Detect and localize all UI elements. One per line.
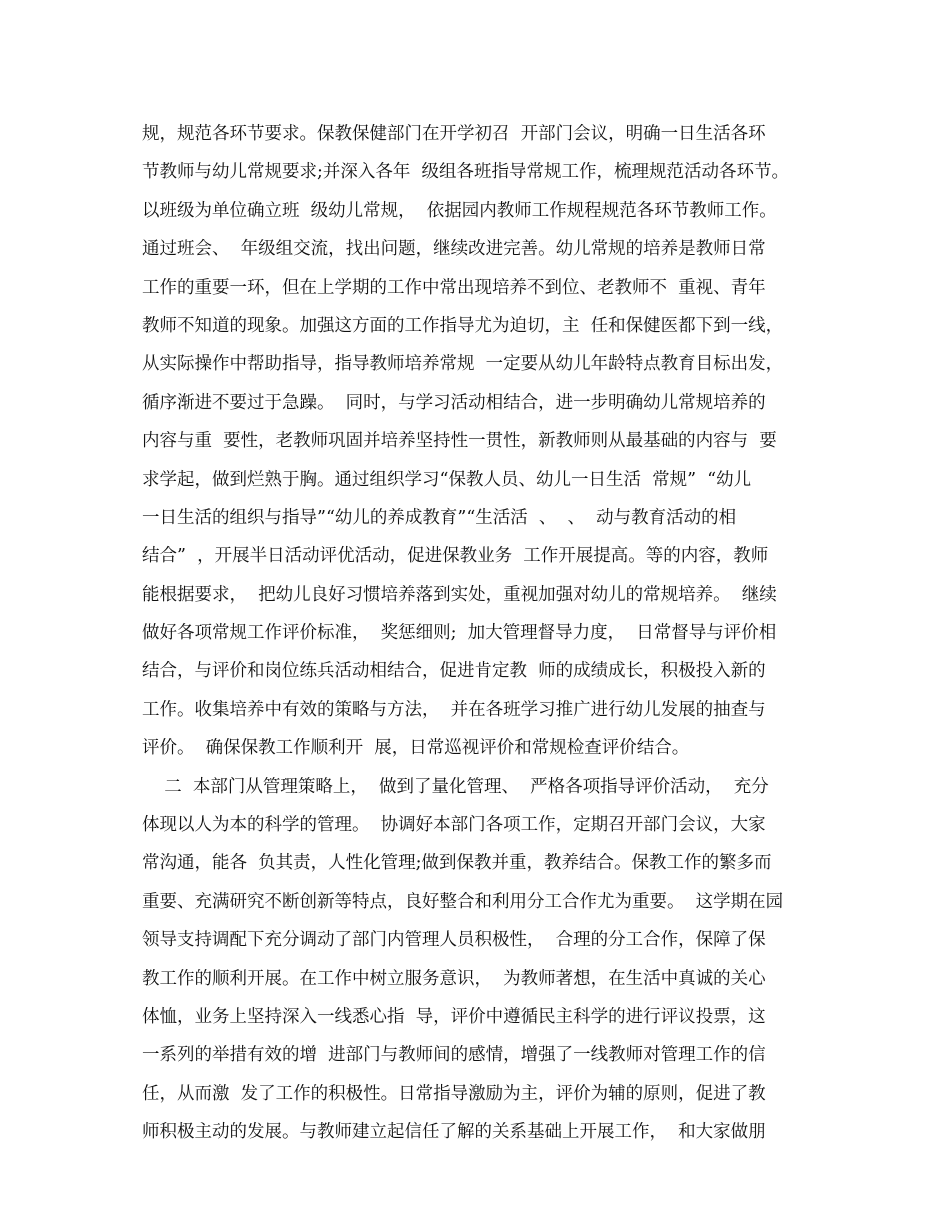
- text-line: 评价。 确保保教工作顺利开 展，日常巡视评价和常规检查评价结合。: [142, 738, 690, 759]
- paragraph-start-line: 二 本部门从管理策略上， 做到了量化管理、 严格各项指导评价活动， 充分: [142, 776, 769, 797]
- text-line: 循序渐进不要过于急躁。 同时，与学习活动相结合，进一步明确幼儿常规培养的: [142, 392, 766, 413]
- text-line: 任，从而激 发了工作的积极性。日常指导激励为主，评价为辅的原则，促进了教: [142, 1083, 766, 1104]
- text-line: 工作。收集培养中有效的策略与方法， 并在各班学习推广进行幼儿发展的抽查与: [142, 699, 766, 720]
- text-line: 常沟通，能各 负其责，人性化管理;做到保教并重，教养结合。保教工作的繁多而: [142, 853, 772, 874]
- text-line: 做好各项常规工作评价标准， 奖惩细则; 加大管理督导力度， 日常督导与评价相: [142, 623, 777, 644]
- text-line: 领导支持调配下充分调动了部门内管理人员积极性， 合理的分工合作，保障了保: [142, 930, 766, 951]
- text-line: 一系列的举措有效的增 进部门与教师间的感情，增强了一线教师对管理工作的信: [142, 1045, 766, 1066]
- text-line: 能根据要求， 把幼儿良好习惯培养落到实处，重视加强对幼儿的常规培养。 继续: [142, 584, 777, 605]
- text-line: 从实际操作中帮助指导，指导教师培养常规 一定要从幼儿年龄特点教育目标出发，: [142, 354, 784, 375]
- text-line: 工作的重要一环，但在上学期的工作中常出现培养不到位、老教师不 重视、青年: [142, 277, 766, 298]
- text-line: 结合” ，开展半日活动评优活动，促进保教业务 工作开展提高。等的内容，教师: [142, 546, 769, 567]
- text-line: 一日生活的组织与指导”“幼儿的养成教育”“生活活 、 、 动与教育活动的相: [142, 507, 737, 528]
- text-line: 节教师与幼儿常规要求;并深入各年 级组各班指导常规工作，梳理规范活动各环节。: [142, 162, 790, 183]
- text-line: 以班级为单位确立班 级幼儿常规， 依据园内教师工作规程规范各环节教师工作。: [142, 200, 777, 221]
- text-line: 体现以人为本的科学的管理。 协调好本部门各项工作，定期召开部门会议，大家: [142, 815, 766, 836]
- text-line: 规，规范各环节要求。保教保健部门在开学初召 开部门会议，明确一日生活各环: [142, 124, 766, 144]
- text-line: 体恤，业务上坚持深入一线悉心指 导，评价中遵循民主科学的进行评议投票，这: [142, 1006, 766, 1027]
- text-line: 师积极主动的发展。与教师建立起信任了解的关系基础上开展工作， 和大家做朋: [142, 1122, 766, 1143]
- text-line: 通过班会、 年级组交流，找出问题，继续改进完善。幼儿常规的培养是教师日常: [142, 239, 766, 260]
- text-line: 结合，与评价和岗位练兵活动相结合，促进肯定教 师的成绩成长，积极投入新的: [142, 661, 766, 682]
- text-line: 内容与重 要性，老教师巩固并培养坚持性一贯性，新教师则从最基础的内容与 要: [142, 431, 777, 452]
- text-line: 教师不知道的现象。加强这方面的工作指导尤为迫切，主 任和保健医都下到一线，: [142, 315, 784, 336]
- body-text: [142, 115, 842, 1152]
- text-line: 求学起，做到烂熟于胸。通过组织学习“保教人员、幼儿一日生活 常规” “幼儿: [142, 469, 752, 490]
- text-line: 教工作的顺利开展。在工作中树立服务意识， 为教师著想，在生活中真诚的关心: [142, 968, 766, 989]
- text-line: 重要、充满研究不断创新等特点，良好整合和利用分工合作尤为重要。 这学期在园: [142, 891, 784, 912]
